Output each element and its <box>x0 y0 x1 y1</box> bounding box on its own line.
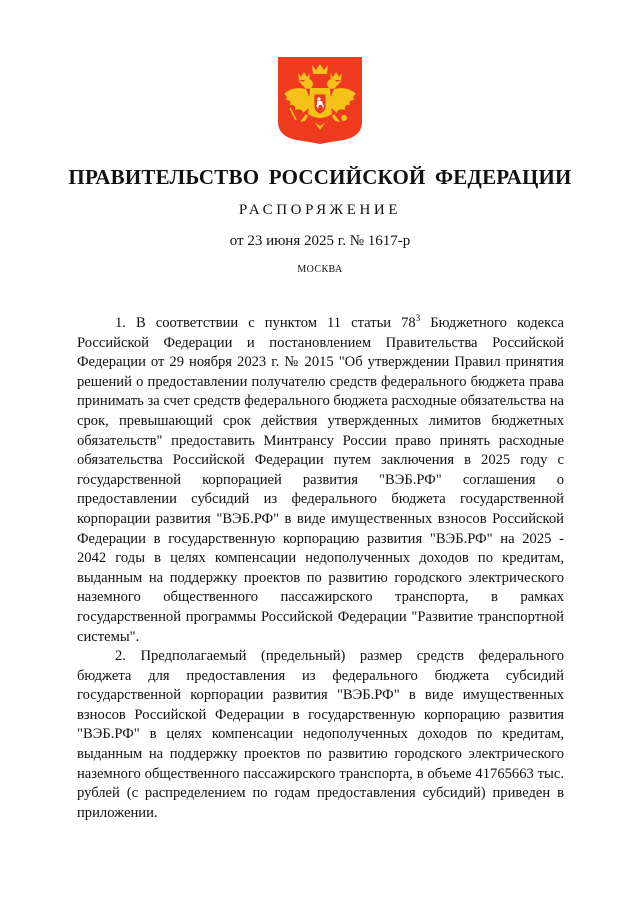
paragraph-1-rest: Бюджетного кодекса Российской Федерации и постановлением Правительства Российской Федерации от 29 ноября 2023 г. № 2015 "Об утверждении Правил принятия решений о предоставлении получателю средств федерального бюджета права принимать за счет средств федерального бюджета расходные обязательства на срок, превышающий срок действия утвержденных лимитов бюджетных обязательств" предоставить Минтрансу России право принять расходные обязательства Российской Федерации путем заключения в 2025 году с государственной корпорацией развития "ВЭБ.РФ" соглашения о предоставлении субсидий из федерального бюджета государственной корпорации развития "ВЭБ.РФ" в виде имущественных взносов Российской Федерации в государственную корпорацию развития "ВЭБ.РФ" на 2025 - 2042 годы в целях компенсации недополученных доходов по кредитам, выданным на поддержку проектов по развитию городского электрического наземного общественного пассажирского транспорта, в рамках государственной программы Российской Федерации "Развитие транспортной системы". <box>77 315 565 645</box>
document-date-number: от 23 июня 2025 г. № 1617-р <box>229 233 411 249</box>
article-superscript: 3 <box>415 313 421 324</box>
paragraph-2: 2. Предполагаемый (предельный) размер средств федерального бюджета для предоставления из федерального бюджета субсидий государственной корпорации развития "ВЭБ.РФ" в виде имущественных взносов Российской Федерации в государственную корпорацию развития "ВЭБ.РФ" в целях компенсации недополученных доходов по кредитам, выданным на поддержку проектов по развитию городского электрического наземного общественного пассажирского транспорта, в объеме 41765663 тыс. рублей (с распределением по годам предоставления субсидий) приведен в приложении. <box>77 648 564 821</box>
organization-title: ПРАВИТЕЛЬСТВО РОССИЙСКОЙ ФЕДЕРАЦИИ <box>68 165 572 189</box>
document-type: РАСПОРЯЖЕНИЕ <box>238 202 402 218</box>
document-city: МОСКВА <box>297 264 343 275</box>
document-body <box>77 314 564 823</box>
paragraph-1 <box>77 314 564 647</box>
coat-of-arms-icon <box>276 56 364 145</box>
paragraph-1-start: 1. В соответствии с пунктом 11 статьи 78 <box>115 315 416 331</box>
